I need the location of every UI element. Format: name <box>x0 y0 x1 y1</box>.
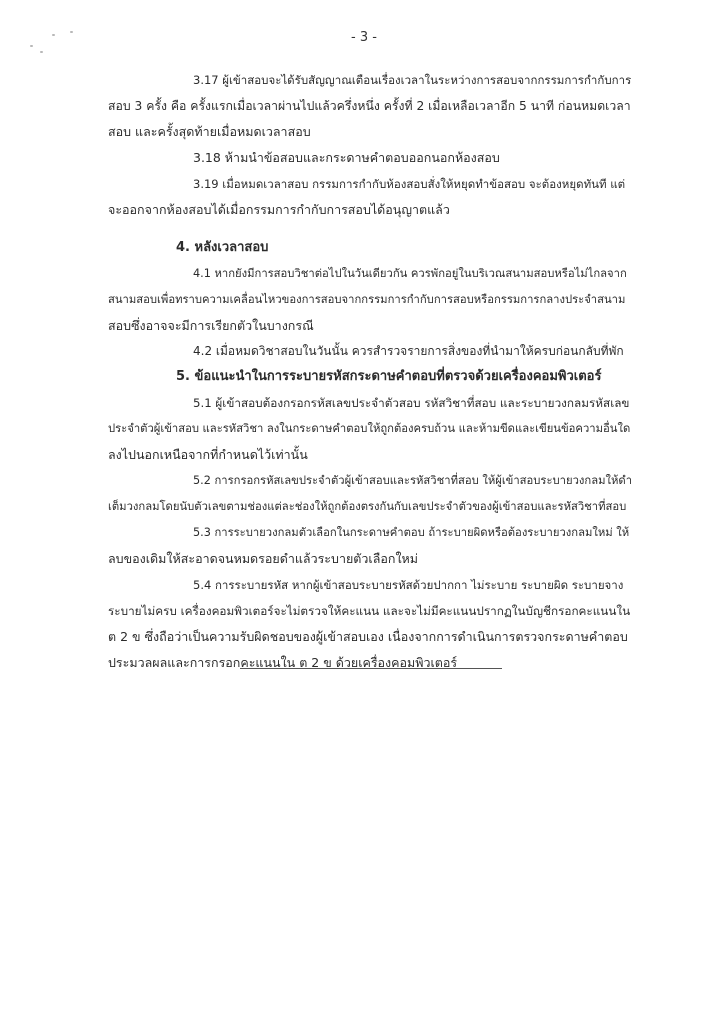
para-5-2-line-1: 5.2 การกรอกรหัสเลขประจำตัวผู้เข้าสอบและรหัสวิชาที่สอบ ให้ผู้เข้าสอบระบายวงกลมให้ดำ <box>193 474 633 487</box>
para-3-19-line-1: 3.19 เมื่อหมดเวลาสอบ กรรมการกำกับห้องสอบสั่งให้หยุดทำข้อสอบ จะต้องหยุดทันที แต่ <box>193 177 626 191</box>
para-3-17-line-2: สอบ 3 ครั้ง คือ ครั้งแรกเมื่อเวลาผ่านไปแล้วครึ่งหนึ่ง ครั้งที่ 2 เมื่อเหลือเวลาอีก 5 นาที ก่อนหมดเวลา <box>108 99 631 113</box>
scan-speck <box>40 51 43 53</box>
para-3-17-line-3: สอบ และครั้งสุดท้ายเมื่อหมดเวลาสอบ <box>108 124 311 139</box>
para-5-1-line-1: 5.1 ผู้เข้าสอบต้องกรอกรหัสเลขประจำตัวสอบ รหัสวิชาที่สอบ และระบายวงกลมรหัสเลข <box>193 396 630 410</box>
para-5-1-line-3: ลงไปนอกเหนือจากที่กำหนดไว้เท่านั้น <box>108 447 308 462</box>
para-3-17-line-1: 3.17 ผู้เข้าสอบจะได้รับสัญญาณเตือนเรื่องเวลาในระหว่างการสอบจากกรรมการกำกับการ <box>193 73 632 87</box>
para-5-2-line-2: เต็มวงกลมโดยนับตัวเลขตามช่องแต่ละช่องให้ถูกต้องตรงกันกับเลขประจำตัวของผู้เข้าสอบและรหัสวิชาที่สอบ <box>108 500 627 513</box>
page-number: - 3 - <box>351 30 377 45</box>
para-3-18-line-1: 3.18 ห้ามนำข้อสอบและกระดาษคำตอบออกนอกห้องสอบ <box>193 150 500 165</box>
para-5-4-line-2: ระบายไม่ครบ เครื่องคอมพิวเตอร์จะไม่ตรวจให้คะแนน และจะไม่มีคะแนนปรากฏในบัญชีกรอกคะแนนใน <box>108 604 631 618</box>
para-4-1-line-3: สอบซึ่งอาจจะมีการเรียกตัวในบางกรณี <box>108 318 314 333</box>
section-5-heading: 5. ข้อแนะนำในการระบายรหัสกระดาษคำตอบที่ตรวจด้วยเครื่องคอมพิวเตอร์ <box>176 369 602 384</box>
para-4-1-line-2: สนามสอบเพื่อทราบความเคลื่อนไหวของการสอบจากกรรมการกำกับการสอบหรือกรรมการกลางประจำสนาม <box>108 293 626 306</box>
para-4-1-line-1: 4.1 หากยังมีการสอบวิชาต่อไปในวันเดียวกัน ควรพักอยู่ในบริเวณสนามสอบหรือไม่ไกลจาก <box>193 267 627 280</box>
section-4-heading: 4. หลังเวลาสอบ <box>176 240 269 255</box>
end-divider <box>240 668 502 669</box>
scan-speck <box>30 45 33 47</box>
para-3-19-line-2: จะออกจากห้องสอบได้เมื่อกรรมการกำกับการสอบได้อนุญาตแล้ว <box>108 202 450 217</box>
para-4-2-line-1: 4.2 เมื่อหมดวิชาสอบในวันนั้น ควรสำรวจรายการสิ่งของที่นำมาให้ครบก่อนกลับที่พัก <box>193 344 624 358</box>
para-5-4-line-3: ต 2 ข ซึ่งถือว่าเป็นความรับผิดชอบของผู้เข้าสอบเอง เนื่องจากการดำเนินการตรวจกระดาษคำตอบ <box>108 629 628 644</box>
para-5-3-line-2: ลบของเดิมให้สะอาดจนหมดรอยดำแล้วระบายตัวเลือกใหม่ <box>108 551 419 566</box>
para-5-1-line-2: ประจำตัวผู้เข้าสอบ และรหัสวิชา ลงในกระดาษคำตอบให้ถูกต้องครบถ้วน และห้ามขีดและเขียนข้อความอื่นใด <box>108 422 631 435</box>
para-5-3-line-1: 5.3 การระบายวงกลมตัวเลือกในกระดาษคำตอบ ถ้าระบายผิดหรือต้องระบายวงกลมใหม่ ให้ <box>193 526 630 539</box>
para-5-4-line-1: 5.4 การระบายรหัส หากผู้เข้าสอบระบายรหัสด้วยปากกา ไม่ระบาย ระบายผิด ระบายจาง <box>193 578 624 592</box>
para-5-4-line-4: ประมวลผลและการกรอกคะแนนใน ต 2 ข ด้วยเครื่องคอมพิวเตอร์ <box>108 655 458 670</box>
